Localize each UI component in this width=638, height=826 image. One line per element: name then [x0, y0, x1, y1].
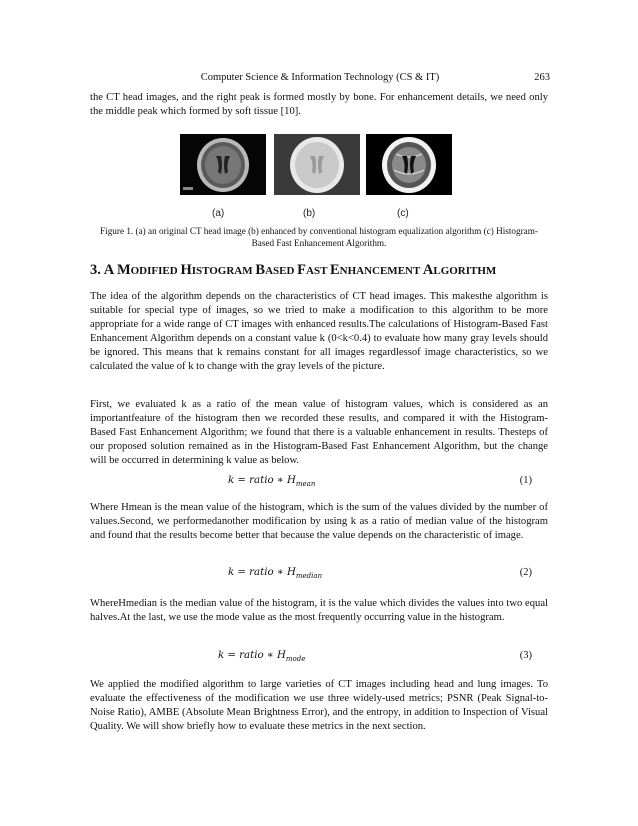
equation-1-number: (1): [519, 475, 532, 486]
paragraph-5: We applied the modified algorithm to large varieties of CT images including head and lung images. To evaluate the effectiveness of the modification we use three widely-used metrics; PSNR (Peak Signal-to-Noise Ratio), AMBE (Absolute Mean Brightness Error), and the entropy, in addition to Inspection of Visual Quality. We will show briefly how to evaluate these metrics in the next section.: [90, 679, 548, 733]
paragraph-3: Where Hmean is the mean value of the histogram, which is the sum of the values divided by the number of values.Second, we performedanother modification by using k as a ratio of median value of the histogram and found that the results become better that because the value depends on the characteristic of image.: [90, 502, 548, 542]
equation-3-lhs: k = ratio ∗ H: [218, 650, 286, 661]
equation-1: [90, 475, 548, 489]
figure-label-b: (b): [303, 208, 316, 219]
running-title: Computer Science & Information Technology (CS & IT): [200, 72, 440, 83]
ct-image-original: [180, 134, 266, 195]
equation-2-number: (2): [519, 567, 532, 578]
equation-1-lhs: k = ratio ∗ H: [228, 475, 296, 486]
paragraph-4: WhereHmedian is the median value of the histogram, it is the value which divides the values into two equal halves.At the last, we use the mode value as the most frequently occurring value in the histogram.: [90, 598, 548, 624]
equation-2-lhs: k = ratio ∗ H: [228, 567, 296, 578]
paragraph-2: First, we evaluated k as a ratio of the mean value of histogram values, which is considered as an importantfeature of the histogram then we recorded these results, and compared it with the Histogram-Based Fast Enhancement Algorithm; we found that there is a valuable enhancement in results. Thesteps of our proposed solution remained as in the Histogram-Based Fast Enhancement Algorithm, but the change will be occurred in determining k value as below.: [90, 399, 548, 467]
equation-2-sub: median: [295, 572, 323, 581]
intro-paragraph: the CT head images, and the right peak is formed mostly by bone. For enhancement details, we need only the middle peak which formed by soft tissue [10].: [90, 92, 548, 118]
figure-label-c: (c): [397, 208, 409, 219]
figure-label-a: (a): [212, 208, 225, 219]
section-heading: 3. A MODIFIED HISTOGRAM BASED FAST ENHANCEMENT ALGORITHM: [90, 262, 497, 278]
figure-caption: Figure 1. (a) an original CT head image (b) enhanced by conventional histogram equalization algorithm (c) Histogram-Based Fast Enhancement Algorithm.: [100, 226, 538, 248]
ct-image-fast-enhancement: [366, 134, 452, 195]
equation-3-sub: mode: [285, 655, 306, 664]
equation-1-sub: mean: [295, 480, 316, 489]
page-number: 263: [534, 72, 550, 83]
equation-3: [90, 650, 548, 664]
ct-image-histogram-equalized: [274, 134, 360, 195]
section-number: 3.: [90, 262, 104, 278]
equation-2: [90, 567, 548, 581]
paragraph-1: The idea of the algorithm depends on the characteristics of CT head images. This makesthe algorithm is suitable for special type of images, so we tried to make a modification to this algorithm to be more appropriate for a wide range of CT images with enhanced results.The calculations of Histogram-Based Fast Enhancement Algorithm depends on a constant value k (0<k<0.4) to evaluate how many gray levels should be ignored. This means that k remains constant for all images regardlessof image characteristics, so we calculated the value of k to change with the gray levels of the picture.: [90, 291, 548, 373]
equation-3-number: (3): [519, 650, 532, 661]
